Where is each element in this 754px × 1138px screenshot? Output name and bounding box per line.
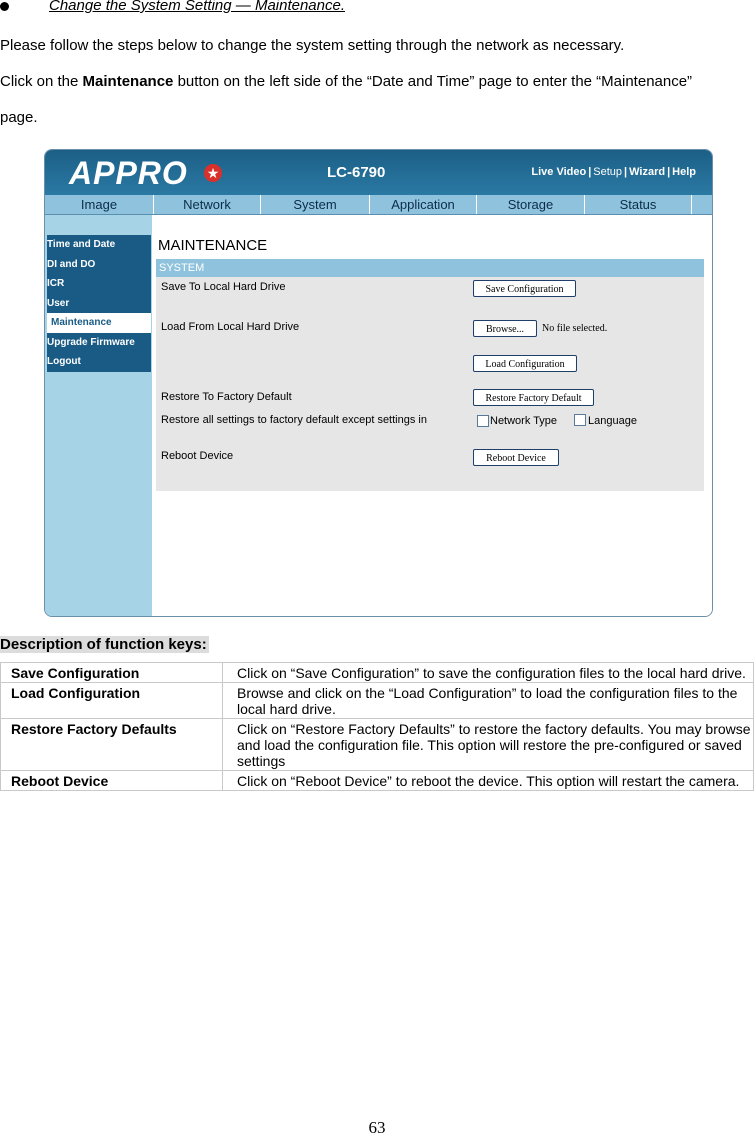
reboot-device-button[interactable]: Reboot Device: [473, 449, 559, 466]
function-keys-table: [0, 662, 754, 791]
tab-storage[interactable]: Storage: [477, 195, 585, 214]
appro-logo: APPRO: [69, 155, 188, 191]
system-panel: [156, 259, 704, 491]
network-type-checkbox[interactable]: [477, 415, 489, 427]
key-name: Restore Factory Defaults: [1, 719, 223, 771]
browse-button[interactable]: Browse...: [473, 320, 537, 337]
panel-header: SYSTEM: [156, 259, 704, 277]
sidebar-item-logout[interactable]: Logout: [47, 356, 81, 367]
page-number: 63: [368, 1118, 386, 1137]
tab-status[interactable]: Status: [585, 195, 692, 214]
help-link[interactable]: Help: [672, 166, 696, 178]
sidebar-item-icr[interactable]: ICR: [47, 278, 65, 289]
save-configuration-button[interactable]: Save Configuration: [473, 280, 576, 297]
maintenance-screenshot: [44, 149, 713, 617]
restore-except-label: Restore all settings to factory default except settings in: [161, 414, 427, 426]
bullet-icon: [0, 2, 9, 11]
sidebar-item-user[interactable]: User: [47, 297, 70, 309]
sidebar-item-di-and-do[interactable]: DI and DO: [47, 258, 96, 270]
tab-system[interactable]: System: [261, 195, 370, 214]
language-label: Language: [588, 415, 637, 427]
section-heading: Change the System Setting — Maintenance.: [49, 0, 346, 14]
load-local-label: Load From Local Hard Drive: [161, 321, 300, 333]
reboot-label: Reboot Device: [161, 450, 234, 462]
tab-application[interactable]: Application: [370, 195, 477, 214]
table-row: [1, 663, 754, 683]
model-name: LC-6790: [327, 164, 386, 181]
key-description: Click on “Save Configuration” to save the configuration files to the local hard drive.: [223, 663, 754, 683]
key-name: Reboot Device: [1, 771, 223, 791]
intro-paragraph: Please follow the steps below to change the system setting through the network as necessary.: [0, 37, 625, 54]
key-name: Load Configuration: [1, 683, 223, 719]
load-configuration-button[interactable]: Load Configuration: [473, 355, 577, 372]
network-type-label: Network Type: [490, 415, 558, 427]
main-tabs: [45, 195, 712, 215]
language-checkbox[interactable]: [574, 414, 586, 426]
table-row: [1, 771, 754, 791]
wizard-link[interactable]: Wizard: [629, 166, 666, 178]
description-heading: Description of function keys:: [0, 636, 207, 653]
live-video-link[interactable]: Live Video: [531, 166, 587, 178]
sidebar: [45, 215, 152, 616]
sidebar-menu: [47, 235, 151, 372]
key-description: Click on “Restore Factory Defaults” to restore the factory defaults. You may browse and load the configuration file. This option will restore the pre-configured or saved settings: [223, 719, 754, 771]
instruction-paragraph-end: page.: [0, 109, 38, 126]
sidebar-item-maintenance[interactable]: Maintenance: [47, 313, 151, 333]
content-area: [152, 215, 712, 616]
header-banner: [45, 150, 712, 195]
table-row: [1, 683, 754, 719]
key-name: Save Configuration: [1, 663, 223, 683]
restore-factory-default-button[interactable]: Restore Factory Default: [473, 389, 594, 406]
restore-default-label: Restore To Factory Default: [161, 391, 292, 403]
page-title: MAINTENANCE: [158, 237, 268, 254]
key-description: Click on “Reboot Device” to reboot the device. This option will restart the camera.: [223, 771, 754, 791]
save-local-label: Save To Local Hard Drive: [161, 281, 286, 293]
top-links: Live Video | Setup | Wizard | Help: [531, 166, 696, 178]
sidebar-item-upgrade-firmware[interactable]: Upgrade Firmware: [47, 336, 135, 348]
tab-network[interactable]: Network: [154, 195, 261, 214]
file-status: No file selected.: [542, 323, 608, 334]
setup-link[interactable]: Setup: [593, 166, 623, 178]
star-icon: ★: [204, 164, 222, 182]
key-description: Browse and click on the “Load Configuration” to load the configuration files to the local hard drive.: [223, 683, 754, 719]
table-row: [1, 719, 754, 771]
instruction-paragraph: Click on the Maintenance button on the left side of the “Date and Time” page to enter the “Maintenance”: [0, 73, 693, 90]
sidebar-item-time-and-date[interactable]: Time and Date: [47, 239, 116, 250]
tab-image[interactable]: Image: [45, 195, 154, 214]
